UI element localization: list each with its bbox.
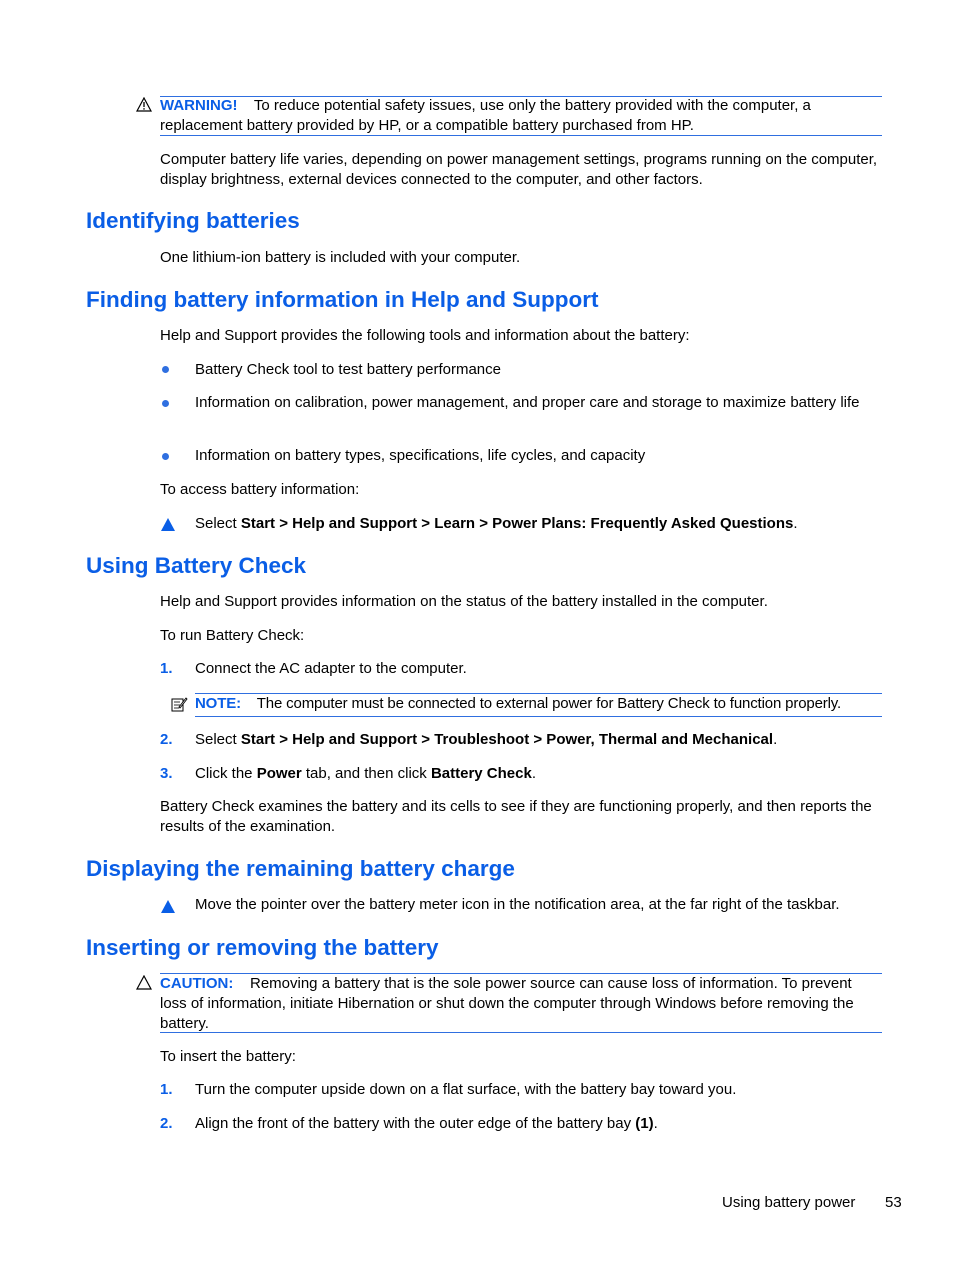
step-number: 2. bbox=[160, 1115, 173, 1132]
step-3-part1: Click the bbox=[195, 765, 257, 782]
step-number: 3. bbox=[160, 765, 173, 782]
warning-callout bbox=[160, 96, 882, 136]
action-triangle-icon bbox=[161, 518, 175, 531]
insert-step-2-bold: (1) bbox=[635, 1115, 654, 1132]
note-label: NOTE: bbox=[195, 695, 241, 712]
step-number: 2. bbox=[160, 731, 173, 748]
displaying-action: Move the pointer over the battery meter icon in the notification area, at the far right of the taskbar. bbox=[195, 896, 840, 913]
warning-label: WARNING! bbox=[160, 97, 238, 114]
note-text: The computer must be connected to external power for Battery Check to function properly. bbox=[256, 695, 842, 712]
step-2-suffix: . bbox=[773, 731, 778, 748]
battery-check-intro: Help and Support provides information on the status of the battery installed in the computer. bbox=[160, 593, 768, 610]
heading-displaying-charge: Displaying the remaining battery charge bbox=[86, 856, 515, 881]
insert-step-2-prefix: Align the front of the battery with the outer edge of the battery bay bbox=[195, 1115, 636, 1132]
heading-using-battery-check: Using Battery Check bbox=[86, 553, 307, 578]
footer-section-title: Using battery power bbox=[722, 1194, 856, 1211]
insert-step-1-text: Turn the computer upside down on a flat surface, with the battery bay toward you. bbox=[195, 1081, 737, 1098]
access-action bbox=[195, 514, 885, 534]
caution-callout bbox=[160, 974, 882, 1034]
bullet-item: Information on calibration, power management, and proper care and storage to maximize battery life bbox=[195, 394, 860, 411]
warning-bottom-rule bbox=[160, 135, 882, 136]
step-3-part3: . bbox=[531, 765, 537, 782]
step-number: 1. bbox=[160, 660, 173, 677]
step-number: 1. bbox=[160, 1081, 173, 1098]
access-text: To access battery information: bbox=[160, 481, 360, 498]
action-triangle-icon bbox=[161, 900, 175, 913]
note-icon bbox=[171, 696, 188, 712]
note-callout bbox=[195, 694, 885, 714]
insert-step-2-suffix: . bbox=[653, 1115, 658, 1132]
finding-intro: Help and Support provides the following tools and information about the battery: bbox=[160, 327, 690, 344]
caution-label: CAUTION: bbox=[160, 975, 234, 992]
battery-check-closing: Battery Check examines the battery and its cells to see if they are functioning properly, and then reports the results of the examination. bbox=[160, 798, 872, 835]
footer-page-number: 53 bbox=[885, 1194, 902, 1211]
caution-bottom-rule bbox=[160, 1032, 882, 1033]
insert-intro: To insert the battery: bbox=[160, 1048, 296, 1065]
action-prefix: Select bbox=[195, 515, 241, 532]
step-3-text bbox=[195, 764, 885, 784]
step-2-text bbox=[195, 730, 885, 750]
bullet-dot bbox=[162, 366, 169, 373]
caution-text: Removing a battery that is the sole power source can cause loss of information. To prevent loss of information, initiate Hibernation or shut down the computer through Windows before removing the battery. bbox=[160, 975, 854, 1032]
warning-text: To reduce potential safety issues, use only the battery provided with the computer, a replacement battery provided by HP, or a compatible battery purchased from HP. bbox=[160, 97, 811, 134]
action-path: Start > Help and Support > Learn > Power Plans: Frequently Asked Questions bbox=[240, 515, 794, 532]
heading-inserting-battery: Inserting or removing the battery bbox=[86, 935, 439, 960]
heading-identifying-batteries: Identifying batteries bbox=[86, 208, 300, 233]
action-suffix: . bbox=[793, 515, 798, 532]
bullet-item: Information on battery types, specifications, life cycles, and capacity bbox=[195, 447, 646, 464]
identifying-text: One lithium-ion battery is included with your computer. bbox=[160, 249, 521, 266]
bullet-dot bbox=[162, 400, 169, 407]
warning-icon bbox=[136, 97, 152, 112]
heading-finding-battery-info: Finding battery information in Help and Support bbox=[86, 287, 599, 312]
note-bottom-rule bbox=[195, 716, 882, 717]
bullet-dot bbox=[162, 453, 169, 460]
step-3-part2: tab, and then click bbox=[301, 765, 431, 782]
intro-paragraph: Computer battery life varies, depending on power management settings, programs running on the computer, display brightness, external devices connected to the computer, and other factors. bbox=[160, 151, 878, 188]
step-2-path: Start > Help and Support > Troubleshoot > Power, Thermal and Mechanical bbox=[240, 731, 774, 748]
bullet-item: Battery Check tool to test battery performance bbox=[195, 361, 501, 378]
run-text: To run Battery Check: bbox=[160, 627, 305, 644]
caution-icon bbox=[136, 975, 152, 990]
step-3-bold2: Battery Check bbox=[430, 765, 532, 782]
insert-step-2-text bbox=[195, 1114, 885, 1134]
step-2-prefix: Select bbox=[195, 731, 241, 748]
step-1-text: Connect the AC adapter to the computer. bbox=[195, 660, 467, 677]
step-3-bold1: Power bbox=[256, 765, 302, 782]
